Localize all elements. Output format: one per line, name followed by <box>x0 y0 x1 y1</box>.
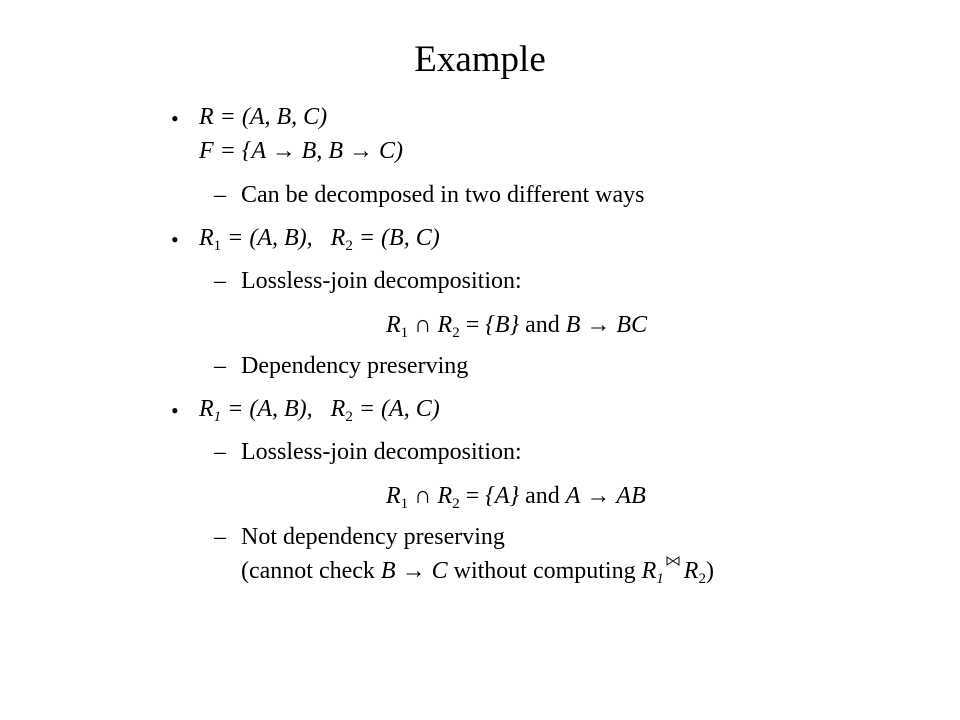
equals-sign: = <box>465 483 480 509</box>
formula1-sub2: 2 <box>452 325 460 341</box>
set-a: {A} <box>485 483 520 509</box>
r2-attrs: = (B, C) <box>358 225 440 251</box>
dep-preserving-text: Dependency preserving <box>241 353 469 379</box>
dash-4: – <box>214 439 226 465</box>
fd-lhs-a: A <box>565 483 581 509</box>
cannot-check-text: (cannot check <box>241 558 375 584</box>
formula2-r1: R <box>386 483 401 509</box>
formula1-r1: R <box>386 312 401 338</box>
functional-dependencies <box>199 136 403 166</box>
and-word: and <box>525 483 560 509</box>
d2-r2-attrs: = (A, C) <box>358 396 440 422</box>
formula1-r2: R <box>437 312 453 338</box>
r1-letter: R <box>199 225 214 251</box>
r1-attrs: = (A, B), <box>227 225 313 251</box>
fd-rhs-bc: BC <box>616 312 648 338</box>
without-text: without computing <box>453 558 636 584</box>
formula2-sub1: 1 <box>400 496 409 512</box>
dash-3: – <box>214 353 226 379</box>
dash-1: – <box>214 182 226 208</box>
r1-subscript: 1 <box>213 238 222 254</box>
check-rhs-c: C <box>431 558 448 584</box>
arrow-icon: → <box>401 558 426 584</box>
dash-2: – <box>214 268 226 294</box>
join-r2: R <box>683 558 699 584</box>
join-r1-subscript <box>656 571 664 587</box>
arrow-icon: → <box>586 483 611 509</box>
intersect-icon: ∩ <box>414 483 432 509</box>
lossless-text-2: Lossless-join decomposition: <box>241 439 522 465</box>
lossless-text-1: Lossless-join decomposition: <box>241 268 522 294</box>
close-paren: ) <box>705 558 714 584</box>
lossless-formula-2 <box>386 481 646 511</box>
and-word: and <box>525 312 560 338</box>
join-r1: R <box>641 558 657 584</box>
relation-text: R = (A, B, C) <box>199 104 328 130</box>
d2-r2-letter: R <box>330 396 346 422</box>
arrow-icon: → <box>586 312 611 338</box>
formula2-r2: R <box>437 483 453 509</box>
fd-rhs-ab: AB <box>616 483 646 509</box>
check-lhs-b: B <box>380 558 396 584</box>
dash-5: – <box>214 524 226 550</box>
d2-r2-subscript: 2 <box>345 409 353 425</box>
formula1-sub1: 1 <box>400 325 409 341</box>
bullet-1: • <box>171 106 179 131</box>
join-r2-subscript: 2 <box>698 571 706 587</box>
r2-letter: R <box>330 225 346 251</box>
fd-text: F = {A → B, B → C) <box>199 138 403 164</box>
set-b: {B} <box>485 312 520 338</box>
two-ways-text: Can be decomposed in two different ways <box>241 182 645 208</box>
slide-title: Example <box>414 39 546 80</box>
formula2-sub2: 2 <box>452 496 460 512</box>
fd-lhs-b: B <box>565 312 581 338</box>
bullet-3: • <box>171 398 179 423</box>
not-dep-preserving-text: Not dependency preserving <box>241 524 505 550</box>
d2-r1-sub-num: 1 <box>213 409 222 425</box>
r2-subscript: 2 <box>345 238 353 254</box>
natural-join-icon <box>666 556 680 566</box>
lossless-formula-1 <box>386 310 647 340</box>
d2-r1-attrs: = (A, B), <box>227 396 313 422</box>
join-r1-sub-num: 1 <box>656 571 664 587</box>
decomposition-1 <box>199 223 440 253</box>
bullet-2: • <box>171 227 179 252</box>
d2-r1-subscript <box>214 409 222 425</box>
equals-sign: = <box>465 312 480 338</box>
intersect-icon: ∩ <box>414 312 432 338</box>
d2-r1-letter: R <box>199 396 214 422</box>
relation-schema <box>199 102 327 132</box>
cannot-check-line <box>241 556 714 586</box>
decomposition-2 <box>199 394 440 424</box>
